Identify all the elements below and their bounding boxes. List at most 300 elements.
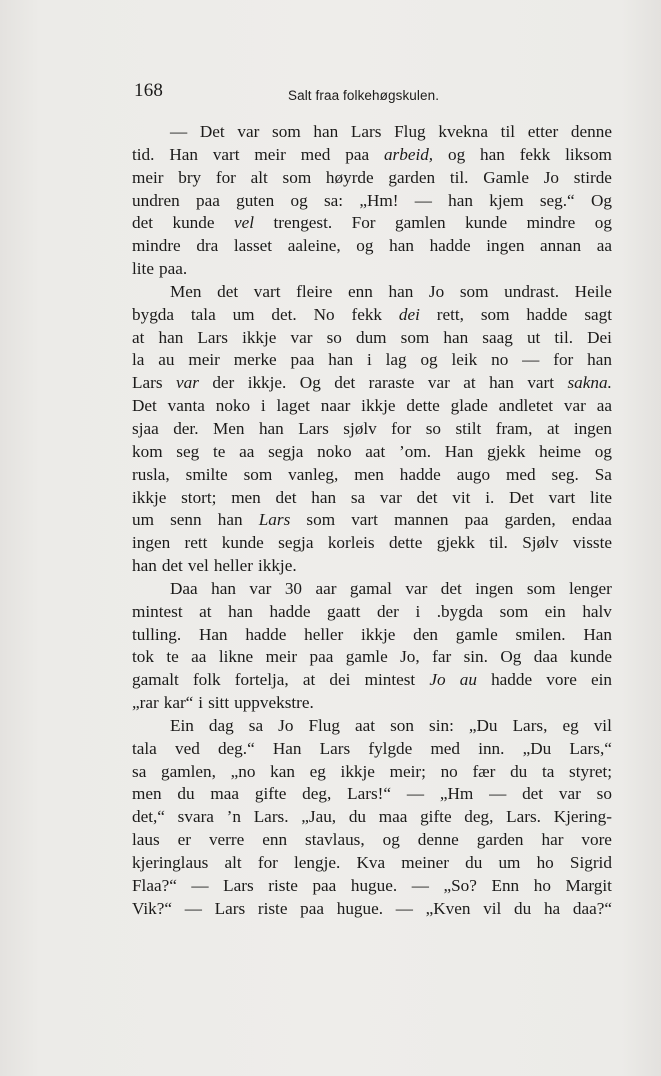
word: det [416,487,438,507]
word: Lars [223,875,254,895]
word: styret; [569,761,612,781]
word: — [414,190,432,210]
word: du [510,761,528,781]
word: andletet [498,396,554,416]
word: tala [190,304,216,324]
text-line [132,898,612,921]
word: vil [483,898,502,918]
word: for [553,350,574,370]
word: — [406,784,425,804]
text-line [132,692,612,715]
word: han [587,350,612,370]
word: noko [215,396,251,416]
word: der [212,373,235,393]
word: „Kven [425,898,471,918]
word: Det [199,122,225,141]
word: han [448,190,473,210]
word: gaatt [327,601,361,621]
word: folk [192,670,221,690]
word: som [400,327,430,347]
word: meir; [389,761,426,781]
word: aar [315,578,337,598]
word: saag [482,327,513,347]
word: vil [593,715,612,735]
word: det [132,213,153,233]
word: leik [451,350,478,370]
word: Lars. [253,807,289,827]
word: paa [290,350,315,370]
word: for [215,167,236,187]
emphasized-word: vel [233,213,254,233]
word: seg. [551,464,579,484]
word: likne [218,647,254,667]
word: Vik?“ [132,898,173,918]
word: var [558,784,581,804]
word: Sa [594,464,612,484]
word: heime [539,441,582,461]
text-line [132,738,612,761]
word: ho [536,853,554,872]
word: vart [351,510,378,530]
word: smilte [185,464,228,484]
word: ikkje. [247,373,287,393]
word: kar“ [163,693,194,713]
text-line [132,532,612,555]
word: han [311,487,337,507]
word: at [132,327,145,347]
text-line [132,167,612,190]
word: ved [174,738,200,758]
word: ikkje [242,327,277,347]
word: liksom [565,144,612,164]
word: vore [546,670,577,690]
word: Heile [574,281,612,301]
text-line [132,555,612,578]
word: segja [278,533,314,553]
word: men [354,464,384,484]
word: var [290,327,313,347]
word: „Du [522,738,552,758]
word: men [231,487,261,507]
word: aat [365,441,386,461]
word: aa [596,396,612,416]
word: vit [452,487,471,507]
word: paa [195,190,220,210]
word: til. [554,327,574,347]
word: ingen [475,578,514,598]
word: men [132,784,162,804]
text-line [132,624,612,647]
word: mintest [132,601,183,621]
word: .bygda [436,601,484,621]
emphasized-word: var [175,373,199,393]
word: gjekk [436,533,475,553]
word: lengje. [294,853,341,872]
word: som [243,464,273,484]
word: paa [312,875,337,895]
word: det [275,487,297,507]
word: det [161,556,183,576]
word: heller [213,556,253,576]
word: denne [417,830,459,850]
word: senn [170,510,202,530]
text-line [132,418,612,441]
word: inn. [478,738,505,758]
word: son [390,715,414,735]
text-line [132,212,612,235]
word: fekk [519,144,551,164]
word: no [491,350,509,370]
word: naar [320,396,351,416]
word: gamal [349,578,392,598]
word: dette [388,533,423,553]
text-line [132,829,612,852]
text-line [132,669,612,692]
word: det [217,281,239,301]
word: Enn [491,875,520,895]
word: ho [533,875,551,895]
word: der. [173,418,199,438]
text-line [132,258,612,281]
word: no [440,761,458,781]
word: Sigrid [569,853,612,872]
word: undren [132,190,180,210]
word: i. [485,487,495,507]
word: sa: [323,190,344,210]
word: No [313,304,335,324]
word: med [300,144,331,164]
word: glade [450,396,488,416]
word: mannen [394,510,449,530]
word: laget [276,396,310,416]
word: noko [317,441,352,461]
word: som [499,601,529,621]
word: Lars [350,122,382,141]
word: Men [170,281,202,301]
word: garden [476,830,524,850]
word: Margit [565,875,612,895]
word: Lars,“ [569,738,612,758]
body-text [132,121,612,921]
word: eg [309,761,326,781]
word: Daa [170,578,198,598]
word: aa [596,236,612,256]
word: Kva [356,853,386,872]
word: paa [464,510,489,530]
word: tala [132,738,157,758]
word: annan [540,236,582,256]
text-line [132,761,612,784]
word: ut [526,327,541,347]
word: ikkje [340,761,375,781]
word: seg.“ [539,190,575,210]
word: meir [254,144,286,164]
word: ikkje. [257,556,297,576]
emphasized-word: sakna. [567,373,612,393]
word: riste [268,875,298,895]
text-line [132,304,612,327]
word: seg [176,441,200,461]
word: Lars [197,327,228,347]
word: ha [543,898,561,918]
word: fylgde [368,738,413,758]
word: og [382,830,400,850]
word: dum [355,327,387,347]
word: tok [132,647,154,667]
word: Jo [543,167,560,187]
word: hadde [429,236,471,256]
word: lenger [568,578,612,598]
word: kunde [172,213,215,233]
word: var [249,578,272,598]
word: aaleine, [287,236,341,256]
word: var [237,122,260,141]
word: er [177,830,191,850]
word: uppvekstre. [234,693,314,713]
word: Dei [587,327,612,347]
word: og [290,190,308,210]
word: — [395,898,413,918]
word: vanleg, [288,464,339,484]
word: — [489,784,507,804]
word: det [440,578,462,598]
text-line [132,875,612,898]
word: kjeringlaus [132,853,209,872]
word: det. [271,304,297,324]
word: sagt [584,304,612,324]
word: Jo, [400,647,420,667]
word: sa [350,487,366,507]
word: dag [208,715,234,735]
word: ein [590,670,612,690]
word: denne [570,122,612,141]
word: maa [378,807,408,827]
word: han [328,350,354,370]
word: so [596,784,612,804]
word: smilen. [515,624,566,644]
text-line [132,509,612,532]
word: rett [184,533,208,553]
word: trengest. [273,213,333,233]
word: „Hm [439,784,474,804]
word: Og [299,373,321,393]
word: med [430,738,461,758]
word: aat [355,715,376,735]
word: Og [590,190,612,210]
word: Det [132,396,157,416]
word: hugue. [336,898,384,918]
word: bry [178,167,202,187]
word: meiner [401,853,449,872]
word: rusla, [132,464,170,484]
word: enn [262,830,288,850]
word: laus [132,830,160,850]
word: te [166,647,179,667]
text-line [132,372,612,395]
word: Flug [308,715,340,735]
text-line [132,281,612,304]
emphasized-word: Jo [429,670,446,690]
word: han [480,144,505,164]
word: vart [253,281,281,301]
word: gjekk [487,441,526,461]
word: rett, [436,304,464,324]
word: ’om. [399,441,432,461]
word: kjem [489,190,524,210]
word: „Du [468,715,498,735]
text-line [132,121,612,144]
word: um [132,510,154,530]
word: dette [406,396,440,416]
word: sjølv [343,418,377,438]
word: var [563,396,586,416]
word: Han [583,624,612,644]
word: aa [239,441,255,461]
word: Han [272,738,302,758]
word: fleire [296,281,333,301]
word: kan [270,761,295,781]
word: hugue. [350,875,398,895]
text-line [132,441,612,464]
word: For [351,213,376,233]
word: maa [210,784,240,804]
word: for [391,418,412,438]
word: eg [562,715,579,735]
word: i [260,396,266,416]
word: han [258,418,284,438]
word: alt [224,853,242,872]
word: ein [544,601,566,621]
word: gifte [254,784,287,804]
word: paa [309,647,334,667]
page-header [134,80,614,110]
word: garden, [504,510,556,530]
word: lag [385,350,407,370]
word: som [272,122,301,141]
word: sin. [463,647,488,667]
text-line [132,715,612,738]
word: fekk [351,304,383,324]
word: — [191,875,209,895]
word: meir [188,350,220,370]
word: at [302,670,316,690]
word: du [514,898,532,918]
word: sin: [429,715,454,735]
word: høyrde [325,167,374,187]
word: Ein [170,715,194,735]
word: aa [191,647,207,667]
word: fram, [495,418,533,438]
text-line [132,327,612,350]
word: han [313,122,339,141]
word: han [158,327,184,347]
word: korleis [327,533,375,553]
word: paa [300,898,325,918]
word: stilt [455,418,482,438]
word: dra [196,236,219,256]
word: sa [248,715,264,735]
word: og [447,144,466,164]
word: bygda [132,304,175,324]
text-line [132,646,612,669]
word: deg, [302,784,332,804]
word: fortelja, [234,670,289,690]
word: til [500,122,515,141]
word: Sjølv [522,533,559,553]
word: for [257,853,278,872]
word: Han [169,144,198,164]
word: Lars, [512,715,548,735]
word: augo [456,464,491,484]
word: ’n [226,807,241,827]
emphasized-word: arbeid, [383,144,434,164]
word: Gamle [483,167,530,187]
word: vart [548,487,576,507]
text-line [132,806,612,829]
word: raraste [368,373,415,393]
word: „So? [443,875,477,895]
word: vart [212,144,240,164]
word: der [376,601,399,621]
word: han [217,510,243,530]
word: gamlen, [161,761,216,781]
word: deg, [464,807,494,827]
word: det [334,373,356,393]
word: merke [233,350,277,370]
word: Han [444,441,474,461]
word: at [463,373,476,393]
word: daa [533,647,558,667]
word: lite [132,259,154,279]
word: sjaa [132,418,159,438]
word: ikkje [361,396,396,416]
text-line [132,852,612,875]
word: vanta [167,396,205,416]
word: halv [582,601,612,621]
word: du [348,807,366,827]
word: og [420,350,438,370]
word: at [546,418,560,438]
word: dei [329,670,351,690]
word: Lars. [506,807,541,827]
word: garden [388,167,436,187]
word: Jo [428,281,445,301]
word: han [489,373,514,393]
text-line [132,144,612,167]
word: hadde [526,304,568,324]
word: stavlaus, [305,830,365,850]
word: riste [257,898,288,918]
word: so [326,327,342,347]
word: gamalt [132,670,179,690]
word: meir [132,167,164,187]
word: i [366,350,372,370]
word: daa?“ [572,898,612,918]
word: vel [187,556,209,576]
word: var [379,487,402,507]
word: heller [304,624,344,644]
word: og [356,236,374,256]
word: det,“ [132,807,165,827]
word: han [211,578,236,598]
word: gifte [420,807,452,827]
word: ikkje [361,624,396,644]
word: guten [236,190,275,210]
word: — [522,350,540,370]
word: vore [581,830,612,850]
word: Jo [278,715,294,735]
word: med [506,464,536,484]
